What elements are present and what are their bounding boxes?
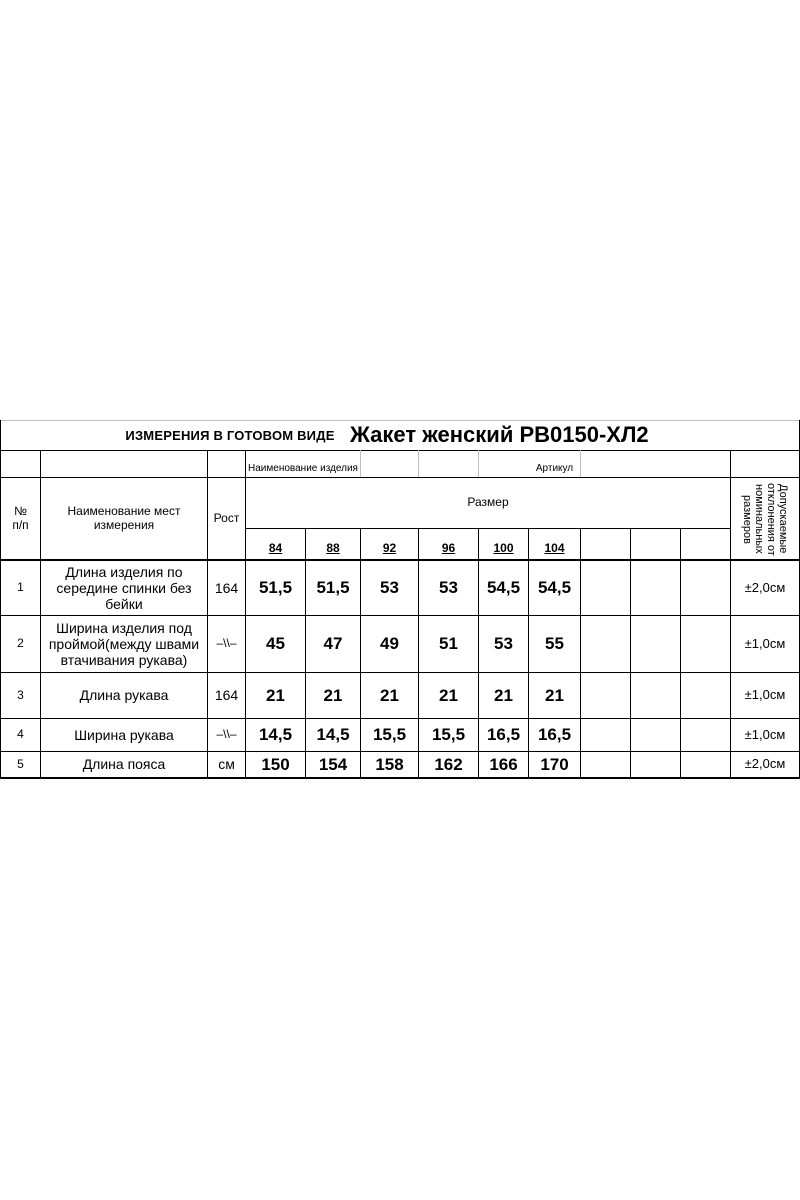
value-cell: 21 (323, 685, 343, 705)
value-cell: 162 (434, 754, 463, 774)
value-cell: 54,5 (486, 578, 521, 598)
size-96: 96 (441, 540, 456, 555)
article-label: Артикул (535, 462, 574, 474)
value-cell: 170 (540, 754, 569, 774)
measure-name: Ширина изделия под проймой(между швами втачивания рукава) (48, 619, 200, 669)
value-cell: 14,5 (316, 725, 350, 745)
value-cell: 21 (439, 685, 458, 705)
col-divider (580, 450, 581, 477)
value-cell: 51,5 (316, 578, 350, 598)
value-cell: 53 (439, 578, 458, 598)
row-divider (0, 450, 800, 451)
row-number: 2 (17, 636, 24, 651)
col-divider (580, 528, 581, 779)
measurement-table (0, 420, 800, 780)
value-cell: 47 (323, 634, 343, 654)
product-name-label: Наименование изделия (248, 462, 358, 474)
row-number: 3 (17, 687, 24, 702)
measure-name: Ширина рукава (74, 726, 174, 743)
col-divider (360, 450, 361, 477)
row-height: 164 (214, 687, 239, 704)
tolerance-header: Допускаемые отклонения от номинальных размеров (740, 482, 790, 556)
col-divider (478, 450, 479, 477)
measure-name: Длина пояса (82, 756, 166, 773)
value-cell: 14,5 (258, 725, 293, 745)
value-cell: 21 (494, 685, 513, 705)
value-cell: 53 (380, 578, 399, 598)
value-cell: 158 (375, 754, 404, 774)
value-cell: 45 (266, 634, 285, 654)
row-height: 164 (214, 579, 239, 596)
tolerance-cell: ±1,0см (744, 687, 786, 703)
size-104: 104 (544, 540, 565, 555)
value-cell: 154 (318, 754, 348, 774)
tolerance-cell: ±2,0см (744, 756, 786, 772)
row-height: см (218, 756, 235, 773)
product-title: Жакет женский РВ0150-ХЛ2 (350, 422, 649, 448)
value-cell: 16,5 (537, 725, 572, 745)
size-92: 92 (382, 540, 397, 555)
col-divider (680, 528, 681, 779)
value-cell: 53 (494, 634, 513, 654)
value-cell: 21 (266, 685, 285, 705)
value-cell: 16,5 (486, 725, 521, 745)
tolerance-cell: ±2,0см (744, 579, 786, 595)
measure-name: Длина изделия по середине спинки без бейки (56, 563, 192, 613)
height-header: Рост (213, 510, 240, 525)
row-number: 5 (17, 756, 24, 771)
value-cell: 21 (380, 685, 399, 705)
row-height: –\\– (216, 727, 237, 742)
size-84: 84 (268, 540, 283, 555)
value-cell: 15,5 (372, 725, 407, 745)
tolerance-cell: ±1,0см (744, 635, 786, 651)
value-cell: 51 (439, 634, 458, 654)
table-caption: ИЗМЕРЕНИЯ В ГОТОВОМ ВИДЕ (125, 427, 335, 443)
row-divider (245, 528, 730, 529)
value-cell: 21 (545, 685, 564, 705)
measure-name-header: Наименование мест измерения (67, 503, 181, 532)
value-cell: 49 (380, 634, 399, 654)
size-header: Размер (467, 495, 509, 510)
col-divider (630, 528, 631, 779)
value-cell: 55 (545, 634, 564, 654)
size-88: 88 (326, 540, 340, 555)
row-height: –\\– (216, 636, 237, 651)
size-100: 100 (493, 540, 514, 555)
value-cell: 150 (261, 754, 290, 774)
tolerance-cell: ±1,0см (744, 726, 786, 742)
row-number: 1 (17, 580, 24, 595)
value-cell: 166 (489, 754, 518, 774)
number-header: № п/п (12, 503, 29, 532)
value-cell: 51,5 (258, 578, 293, 598)
measure-name: Длина рукава (79, 687, 169, 704)
col-divider (418, 450, 419, 477)
value-cell: 15,5 (431, 725, 466, 745)
value-cell: 54,5 (537, 578, 572, 598)
row-number: 4 (17, 727, 24, 742)
